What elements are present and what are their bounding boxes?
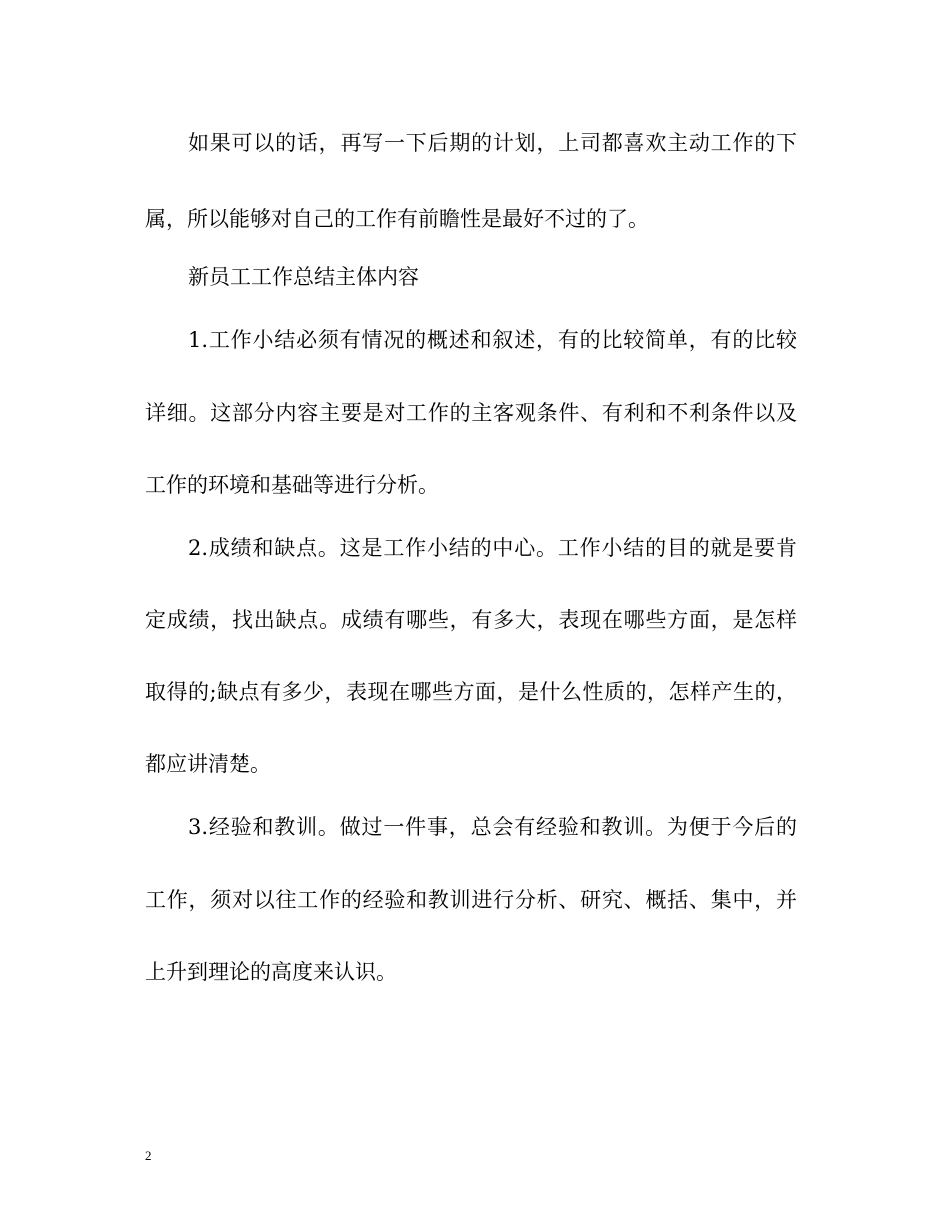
paragraph-line: 上升到理论的高度来认识。 xyxy=(145,960,397,984)
paragraph-line: 3.经验和教训。做过一件事，总会有经验和教训。为便于今后的 xyxy=(188,815,797,839)
paragraph-line: 1.工作小结必须有情况的概述和叙述，有的比较简单，有的比较 xyxy=(188,328,797,352)
paragraph-line: 如果可以的话，再写一下后期的计划，上司都喜欢主动工作的下 xyxy=(188,131,797,155)
paragraph-line: 详细。这部分内容主要是对工作的主客观条件、有利和不利条件以及 xyxy=(145,401,797,425)
page-number: 2 xyxy=(145,1148,152,1163)
paragraph-line: 工作的环境和基础等进行分析。 xyxy=(145,473,439,497)
paragraph-line: 都应讲清楚。 xyxy=(145,752,271,776)
paragraph-line: 属，所以能够对自己的工作有前瞻性是最好不过的了。 xyxy=(145,207,649,231)
paragraph-line: 取得的;缺点有多少，表现在哪些方面，是什么性质的，怎样产生的， xyxy=(145,680,797,704)
paragraph-line: 定成绩，找出缺点。成绩有哪些，有多大，表现在哪些方面，是怎样 xyxy=(145,608,797,632)
paragraph-line: 工作，须对以往工作的经验和教训进行分析、研究、概括、集中，并 xyxy=(145,888,797,912)
paragraph-line: 2.成绩和缺点。这是工作小结的中心。工作小结的目的就是要肯 xyxy=(188,536,797,560)
section-heading: 新员工工作总结主体内容 xyxy=(188,265,419,289)
